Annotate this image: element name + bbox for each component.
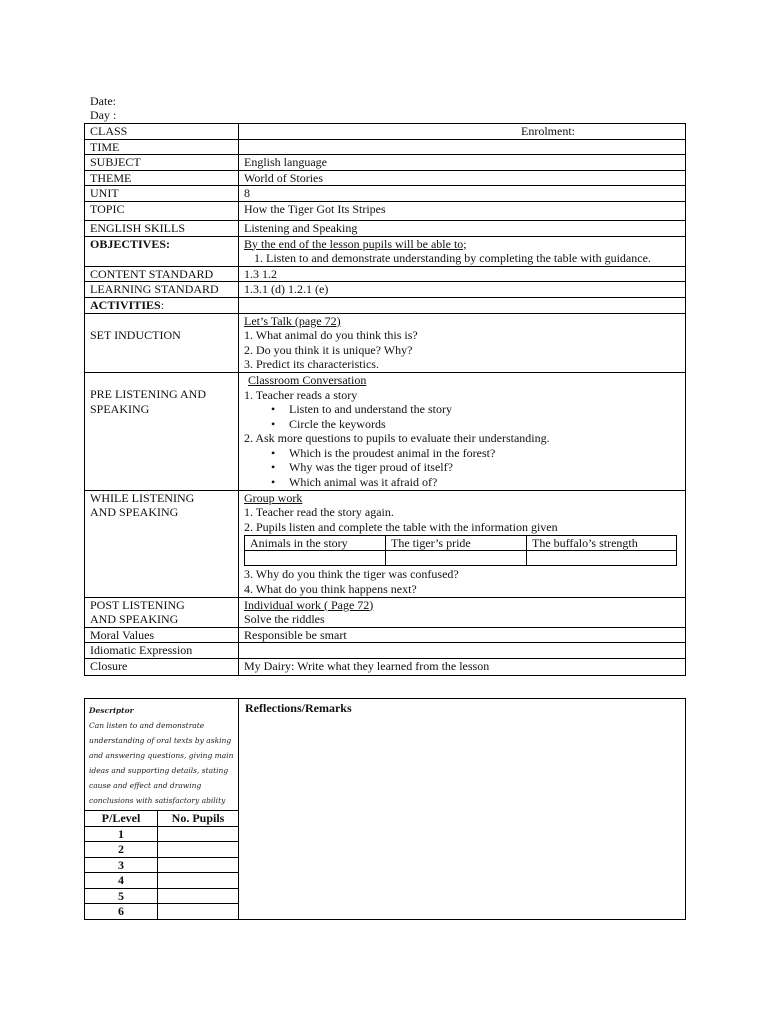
pre-listening-label: [85, 372, 239, 490]
unit-value: 8: [239, 186, 686, 202]
while-listening-label-line1: WHILE LISTENING: [90, 490, 195, 505]
row-topic: [85, 201, 686, 220]
idiomatic-label: Idiomatic Expression: [85, 643, 239, 659]
pupil-count-cell[interactable]: [158, 842, 239, 858]
content-standard-value: 1.3 1.2: [239, 266, 686, 282]
set-induction-cell: [239, 313, 686, 372]
level-number: 1: [85, 826, 158, 842]
pre-listening-step2: 2. Ask more questions to pupils to evaluate their understanding.: [244, 431, 550, 446]
activities-label: ACTIVITIES: [90, 297, 161, 312]
level-row: [85, 904, 238, 919]
bullet-icon: •: [271, 475, 276, 490]
pre-listening-label-line1: PRE LISTENING AND: [90, 386, 206, 401]
descriptor-block: [85, 699, 238, 810]
pre-listening-step1: 1. Teacher reads a story: [244, 387, 358, 402]
pupil-count-cell[interactable]: [158, 888, 239, 904]
row-subject: [85, 155, 686, 171]
row-objectives: [85, 236, 686, 266]
animals-col-header: Animals in the story: [245, 536, 386, 551]
objectives-label: OBJECTIVES:: [85, 236, 239, 266]
level-number: 2: [85, 842, 158, 858]
pre-listening-bullets1: [244, 402, 680, 431]
level-row: [85, 826, 238, 842]
objectives-intro: By the end of the lesson pupils will be able to;: [244, 236, 467, 251]
report-row: [85, 699, 686, 920]
skills-label: ENGLISH SKILLS: [85, 220, 239, 236]
set-induction-label: SET INDUCTION: [85, 313, 239, 372]
no-pupils-header: No. Pupils: [158, 811, 239, 827]
pre-listening-heading: Classroom Conversation: [248, 372, 367, 387]
lesson-plan-table: [84, 123, 686, 676]
row-learning-standard: [85, 282, 686, 298]
objective-1: 1. Listen to and demonstrate understanding by completing the table with guidance.: [254, 251, 651, 266]
bullet-icon: •: [271, 402, 276, 417]
while-listening-step2: 2. Pupils listen and complete the table with the information given: [244, 519, 558, 534]
bullet-text: Circle the keywords: [289, 416, 386, 431]
level-row: [85, 873, 238, 889]
descriptor-text: Can listen to and demonstrate understanding of oral texts by asking and answering questions, giving main ideas and supporting details, stating cause and effect and drawing conclusions with satisfactory ability: [89, 721, 234, 805]
row-skills: [85, 220, 686, 236]
animals-table-blank-row: [245, 551, 677, 566]
activities-colon: :: [160, 297, 165, 312]
buffalo-strength-col-header: The buffalo’s strength: [527, 536, 677, 551]
objectives-cell: [239, 236, 686, 266]
date-label: Date:: [90, 94, 116, 108]
row-set-induction: [85, 313, 686, 372]
descriptor-title: Descriptor: [89, 706, 134, 715]
closure-label: Closure: [85, 659, 239, 676]
performance-level-header-row: [85, 811, 238, 827]
learning-standard-value: 1.3.1 (d) 1.2.1 (e): [239, 282, 686, 298]
bullet-item: [271, 460, 680, 475]
while-listening-label-line2: AND SPEAKING: [90, 505, 179, 520]
set-induction-item: 3. Predict its characteristics.: [244, 357, 379, 372]
activities-label-cell: [85, 297, 239, 313]
time-value: [239, 139, 686, 155]
class-label: CLASS: [85, 124, 239, 140]
bullet-text: Which animal was it afraid of?: [289, 475, 438, 490]
subject-label: SUBJECT: [85, 155, 239, 171]
bullet-item: [271, 402, 680, 417]
bullet-text: Listen to and understand the story: [289, 402, 452, 417]
moral-values-label: Moral Values: [85, 627, 239, 643]
level-number: 3: [85, 857, 158, 873]
post-listening-heading: Individual work ( Page 72): [244, 597, 374, 612]
pupil-count-cell[interactable]: [158, 857, 239, 873]
post-listening-label: [85, 597, 239, 627]
set-induction-item: 2. Do you think it is unique? Why?: [244, 342, 413, 357]
performance-level-table: [85, 810, 238, 919]
row-while-listening: [85, 490, 686, 597]
pupil-count-cell[interactable]: [158, 826, 239, 842]
row-moral-values: [85, 627, 686, 643]
level-row: [85, 888, 238, 904]
subject-value: English language: [239, 155, 686, 171]
row-post-listening: [85, 597, 686, 627]
content-standard-label: CONTENT STANDARD: [85, 266, 239, 282]
row-time: [85, 139, 686, 155]
level-row: [85, 857, 238, 873]
animals-table-cell[interactable]: [527, 551, 677, 566]
moral-values-value: Responsible be smart: [239, 627, 686, 643]
level-number: 5: [85, 888, 158, 904]
post-listening-value: Solve the riddles: [244, 612, 325, 627]
post-listening-label-line1: POST LISTENING: [90, 597, 185, 612]
pupil-count-cell[interactable]: [158, 873, 239, 889]
bullet-icon: •: [271, 445, 276, 460]
activities-value: [239, 297, 686, 313]
bullet-item: [271, 475, 680, 490]
p-level-header: P/Level: [85, 811, 158, 827]
animals-table: [244, 535, 677, 566]
reflections-label: Reflections/Remarks: [245, 701, 352, 715]
level-number: 4: [85, 873, 158, 889]
row-activities: [85, 297, 686, 313]
time-label: TIME: [85, 139, 239, 155]
row-class: [85, 124, 686, 140]
bullet-text: Why was the tiger proud of itself?: [289, 460, 453, 475]
while-listening-heading: Group work: [244, 490, 303, 505]
post-listening-label-line2: AND SPEAKING: [90, 612, 179, 627]
animals-table-cell[interactable]: [386, 551, 527, 566]
row-idiomatic: [85, 643, 686, 659]
pupil-count-cell[interactable]: [158, 904, 239, 919]
pre-listening-label-line2: SPEAKING: [90, 401, 150, 416]
enrolment-label: Enrolment:: [239, 124, 686, 140]
reflections-cell[interactable]: [239, 699, 686, 920]
pre-listening-bullets2: [244, 446, 680, 490]
theme-label: THEME: [85, 170, 239, 186]
bullet-item: [271, 445, 680, 461]
animals-table-cell[interactable]: [245, 551, 386, 566]
topic-label: TOPIC: [85, 201, 239, 220]
row-closure: [85, 659, 686, 676]
row-theme: [85, 170, 686, 186]
tiger-pride-col-header: The tiger’s pride: [386, 536, 527, 551]
while-listening-step3: 3. Why do you think the tiger was confused?: [244, 567, 459, 582]
level-number: 6: [85, 904, 158, 919]
set-induction-item: 1. What animal do you think this is?: [244, 328, 418, 343]
theme-value: World of Stories: [239, 170, 686, 186]
while-listening-step1: 1. Teacher read the story again.: [244, 505, 394, 520]
animals-table-header-row: [245, 536, 677, 551]
set-induction-heading: Let’s Talk (page 72): [244, 313, 341, 328]
level-row: [85, 842, 238, 858]
descriptor-cell: [85, 699, 239, 920]
skills-value: Listening and Speaking: [239, 220, 686, 236]
row-unit: [85, 186, 686, 202]
topic-value: How the Tiger Got Its Stripes: [239, 201, 686, 220]
idiomatic-value: [239, 643, 686, 659]
row-pre-listening: [85, 372, 686, 490]
post-listening-cell: [239, 597, 686, 627]
closure-value: My Dairy: Write what they learned from the lesson: [239, 659, 686, 676]
learning-standard-label: LEARNING STANDARD: [85, 282, 239, 298]
bullet-text: Which is the proudest animal in the forest?: [289, 445, 496, 460]
bullet-icon: •: [271, 416, 276, 431]
report-table: [84, 698, 686, 920]
while-listening-label: [85, 490, 239, 597]
bullet-item: [271, 416, 680, 432]
unit-label: UNIT: [85, 186, 239, 202]
pre-listening-cell: [239, 372, 686, 490]
day-label: Day :: [90, 108, 117, 122]
while-listening-cell: [239, 490, 686, 597]
bullet-icon: •: [271, 460, 276, 475]
while-listening-step4: 4. What do you think happens next?: [244, 582, 417, 597]
row-content-standard: [85, 266, 686, 282]
